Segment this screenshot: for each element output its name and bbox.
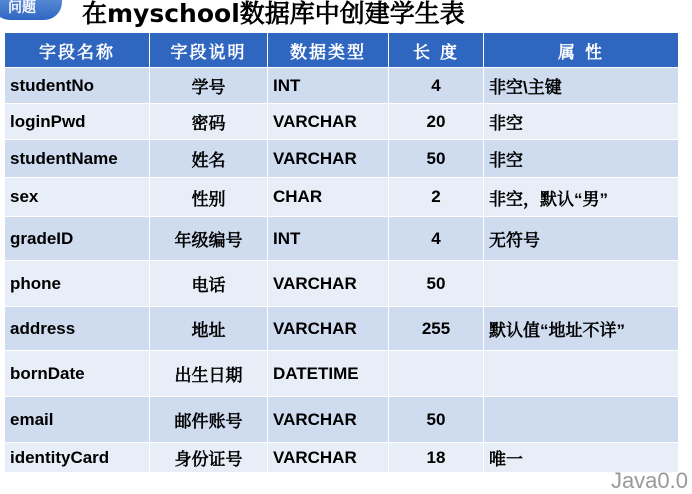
field-name-cell: loginPwd bbox=[5, 104, 150, 140]
slide-title: 在myschool数据库中创建学生表 bbox=[82, 0, 465, 28]
table-row bbox=[5, 140, 679, 178]
data-type-cell: INT bbox=[268, 68, 389, 104]
field-description-cell: 身份证号 bbox=[150, 443, 268, 473]
length-cell: 4 bbox=[389, 217, 484, 261]
table-row bbox=[5, 443, 679, 473]
header-attributes: 属 性 bbox=[484, 33, 679, 68]
data-type-cell: VARCHAR bbox=[268, 307, 389, 351]
field-name-cell: email bbox=[5, 397, 150, 443]
header-field-name: 字段名称 bbox=[5, 33, 150, 68]
attributes-cell bbox=[484, 397, 679, 443]
data-type-cell: VARCHAR bbox=[268, 140, 389, 178]
field-name-cell: studentName bbox=[5, 140, 150, 178]
data-type-cell: VARCHAR bbox=[268, 443, 389, 473]
data-type-cell: VARCHAR bbox=[268, 104, 389, 140]
field-name-cell: identityCard bbox=[5, 443, 150, 473]
table-row bbox=[5, 217, 679, 261]
field-name-cell: sex bbox=[5, 178, 150, 217]
attributes-cell: 非空 bbox=[484, 140, 679, 178]
data-type-cell: CHAR bbox=[268, 178, 389, 217]
data-type-cell: VARCHAR bbox=[268, 397, 389, 443]
length-cell: 18 bbox=[389, 443, 484, 473]
length-cell: 20 bbox=[389, 104, 484, 140]
table-row bbox=[5, 351, 679, 397]
header-data-type: 数据类型 bbox=[268, 33, 389, 68]
attributes-cell: 唯一 bbox=[484, 443, 679, 473]
table-row bbox=[5, 397, 679, 443]
attributes-cell bbox=[484, 351, 679, 397]
field-description-cell: 地址 bbox=[150, 307, 268, 351]
field-name-cell: gradeID bbox=[5, 217, 150, 261]
length-cell: 50 bbox=[389, 261, 484, 307]
student-table-schema bbox=[4, 32, 679, 473]
table-row bbox=[5, 178, 679, 217]
length-cell: 2 bbox=[389, 178, 484, 217]
field-description-cell: 邮件账号 bbox=[150, 397, 268, 443]
field-name-cell: studentNo bbox=[5, 68, 150, 104]
attributes-cell: 非空，默认“男” bbox=[484, 178, 679, 217]
attributes-cell: 默认值“地址不详” bbox=[484, 307, 679, 351]
length-cell: 4 bbox=[389, 68, 484, 104]
length-cell: 50 bbox=[389, 397, 484, 443]
length-cell: 50 bbox=[389, 140, 484, 178]
footer-watermark: Java0.0 bbox=[610, 468, 688, 493]
field-name-cell: address bbox=[5, 307, 150, 351]
field-description-cell: 年级编号 bbox=[150, 217, 268, 261]
field-description-cell: 电话 bbox=[150, 261, 268, 307]
data-type-cell: VARCHAR bbox=[268, 261, 389, 307]
attributes-cell: 无符号 bbox=[484, 217, 679, 261]
table-row bbox=[5, 104, 679, 140]
attributes-cell bbox=[484, 261, 679, 307]
field-description-cell: 姓名 bbox=[150, 140, 268, 178]
field-name-cell: bornDate bbox=[5, 351, 150, 397]
table-row bbox=[5, 68, 679, 104]
header-row bbox=[5, 33, 679, 68]
header-length: 长 度 bbox=[389, 33, 484, 68]
table-row bbox=[5, 307, 679, 351]
attributes-cell: 非空 bbox=[484, 104, 679, 140]
data-type-cell: INT bbox=[268, 217, 389, 261]
field-description-cell: 密码 bbox=[150, 104, 268, 140]
header-field-description: 字段说明 bbox=[150, 33, 268, 68]
table-row bbox=[5, 261, 679, 307]
badge-label: 问题 bbox=[8, 0, 36, 16]
attributes-cell: 非空\主键 bbox=[484, 68, 679, 104]
field-name-cell: phone bbox=[5, 261, 150, 307]
field-description-cell: 学号 bbox=[150, 68, 268, 104]
question-badge bbox=[0, 0, 62, 22]
data-type-cell: DATETIME bbox=[268, 351, 389, 397]
field-description-cell: 出生日期 bbox=[150, 351, 268, 397]
field-description-cell: 性别 bbox=[150, 178, 268, 217]
length-cell: 255 bbox=[389, 307, 484, 351]
length-cell bbox=[389, 351, 484, 397]
